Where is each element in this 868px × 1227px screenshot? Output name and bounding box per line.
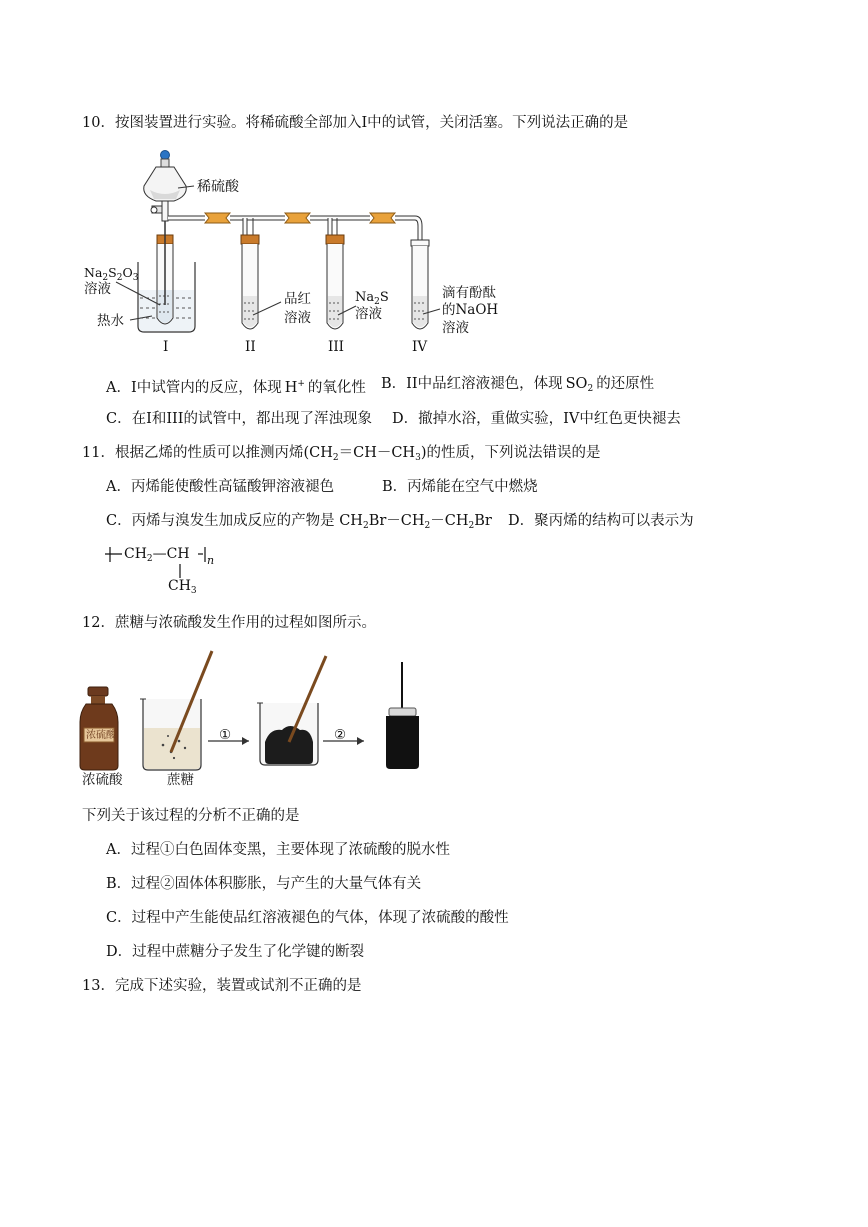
q11-option-a: A．丙烯能使酸性高锰酸钾溶液褪色 — [106, 479, 334, 495]
label-na2s-solution: 溶液 — [355, 306, 382, 322]
bottle-label-text: 浓硫酸 — [86, 730, 116, 741]
q12-question: 下列关于该过程的分析不正确的是 — [82, 808, 300, 824]
polypropylene-subscript-n: n — [207, 554, 215, 567]
q10-option-a: A．I中试管内的反应，体现 H+ 的氧化性 — [106, 379, 366, 396]
label-phenolphthalein-3: 溶液 — [442, 320, 469, 336]
q10-option-c: C．在I和III的试管中，都出现了浑浊现象 — [106, 411, 373, 427]
label-phenolphthalein-1: 滴有酚酞 — [442, 285, 496, 301]
label-magenta: 品红 — [284, 291, 311, 307]
q12-stem: 12．蔗糖与浓硫酸发生作用的过程如图所示。 — [82, 615, 376, 631]
q11-stem: 11．根据乙烯的性质可以推测丙烯$(CH_2=CH-CH_3)$的性质，下列说法错误的是 — [82, 445, 601, 463]
label-tube-III: III — [328, 339, 344, 355]
polypropylene-methyl: $CH_3$ — [168, 578, 197, 596]
label-na2s: $Na_2S$ — [355, 290, 389, 307]
label-solution-1: 溶液 — [84, 281, 111, 297]
expanded-carbon-bottle-icon — [386, 662, 419, 769]
q12-option-d: D．过程中蔗糖分子发生了化学键的断裂 — [106, 944, 365, 960]
label-dilute-sulfuric-acid: 稀硫酸 — [197, 179, 239, 195]
q10-option-b: B．II中品红溶液褪色，体现 $SO_2$ 的还原性 — [381, 376, 655, 394]
q12-option-b: B．过程②固体体积膨胀，与产生的大量气体有关 — [106, 876, 422, 892]
label-tube-I: I — [163, 339, 169, 355]
step-2-label: ② — [334, 727, 347, 743]
label-conc-sulfuric-acid: 浓硫酸 — [82, 772, 123, 788]
label-hot-water: 热水 — [97, 313, 124, 329]
beaker-sugar-icon — [140, 651, 212, 770]
label-tube-II: II — [245, 339, 256, 355]
q10-stem: 10．按图装置进行实验。将稀硫酸全部加入I中的试管，关闭活塞。下列说法正确的是 — [82, 115, 629, 131]
polypropylene-formula-top: $CH_2—CH$ — [124, 546, 190, 564]
q12-option-a: A．过程①白色固体变黑，主要体现了浓硫酸的脱水性 — [106, 842, 450, 858]
q11-option-b: B．丙烯能在空气中燃烧 — [382, 479, 538, 495]
label-tube-IV: IV — [412, 339, 428, 355]
q12-option-c: C．过程中产生能使品红溶液褪色的气体，体现了浓硫酸的酸性 — [106, 910, 509, 926]
q10-option-d: D．撤掉水浴，重做实验，IV中红色更快褪去 — [392, 411, 681, 427]
label-na2s2o3: $Na_2S_2O_3$ — [84, 265, 139, 283]
label-magenta-solution: 溶液 — [284, 310, 311, 326]
label-sucrose: 蔗糖 — [167, 772, 194, 788]
q11-option-d: D．聚丙烯的结构可以表示为 — [508, 513, 694, 529]
q13-stem: 13．完成下述实验，装置或试剂不正确的是 — [82, 978, 362, 994]
q11-option-c: C．丙烯与溴发生加成反应的产物是 $CH_2Br-CH_2-CH_2Br$ — [106, 513, 492, 531]
step-1-label: ① — [219, 727, 232, 743]
beaker-charred-sugar-icon — [257, 656, 326, 765]
label-phenolphthalein-2: 的NaOH — [442, 302, 499, 318]
